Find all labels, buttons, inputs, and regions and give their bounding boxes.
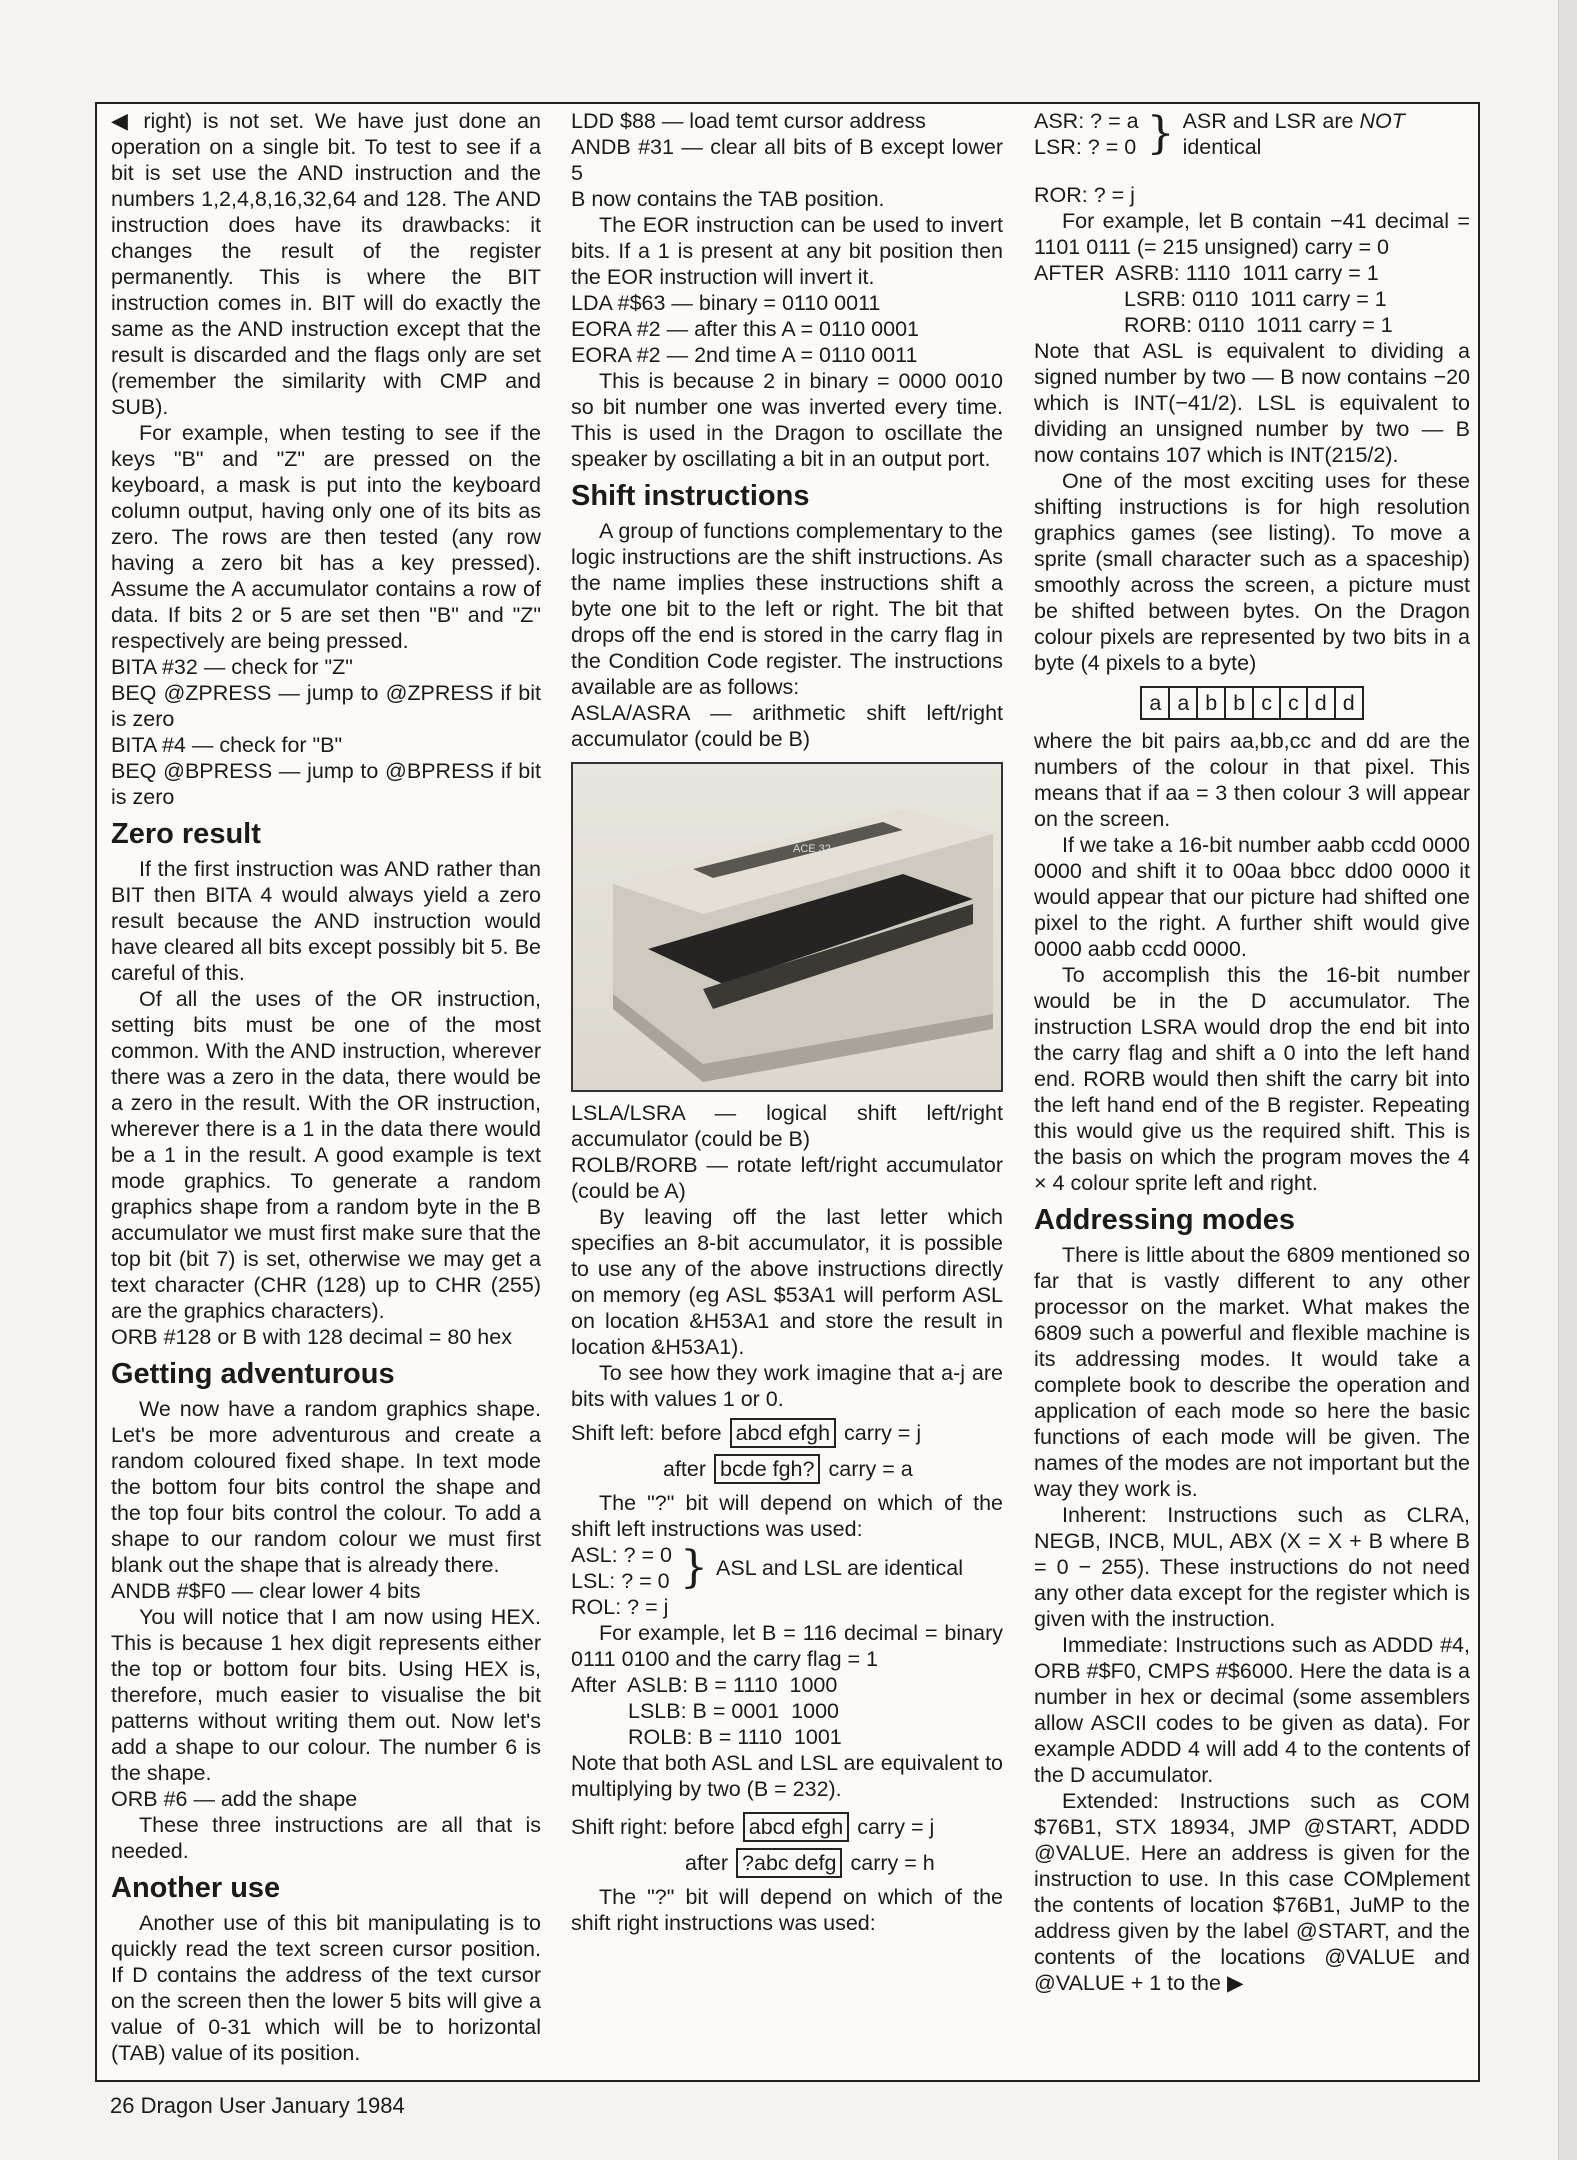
continued-arrow-icon: ◀: [111, 108, 144, 133]
bit-cell: d: [1308, 686, 1336, 720]
code-line: ANDB #31 — clear all bits of B except lower 5: [571, 135, 1003, 185]
article-page: [95, 102, 1480, 2082]
paragraph: These three instructions are all that is needed.: [111, 1813, 541, 1863]
shift-left-after: after bcde fgh? carry = a: [571, 1454, 1003, 1484]
paragraph: Extended: Instructions such as COM $76B1, STX 18934, JMP @START, ADDD @VALUE. Here an address is given for the instruction to use. In this case COMplement the contents of location $76B1, JuMP to the address given by the label @START, and the contents of the locations @VALUE and @VALUE + 1 to the ▶: [1034, 1789, 1470, 1995]
bit-cell: a: [1170, 686, 1198, 720]
paragraph: To see how they work imagine that a-j are bits with values 1 or 0.: [571, 1361, 1003, 1411]
paragraph: The "?" bit will depend on which of the shift right instructions was used:: [571, 1885, 1003, 1935]
bit-cell: b: [1198, 686, 1226, 720]
bit-box: abcd efgh: [743, 1812, 849, 1842]
bit-cell: c: [1254, 686, 1281, 720]
paragraph: For example, when testing to see if the keys "B" and "Z" are pressed on the keyboard, a mask is put into the keyboard column output, having only one of its bits as zero. The rows are then tested (any row having a zero bit has a key pressed). Assume the A accumulator contains a row of data. If bits 2 or 5 are set then "B" and "Z" respectively are being pressed.: [111, 421, 541, 653]
bit-cell: d: [1336, 686, 1364, 720]
code-line: ORB #128 or B with 128 decimal = 80 hex: [111, 1325, 512, 1349]
paragraph: By leaving off the last letter which specifies an 8-bit accumulator, it is possible to use any of the above instructions directly on memory (eg ASL $53A1 will perform ASL on location &H53A1 and store the result in location &H53A1).: [571, 1205, 1003, 1359]
code-line: EORA #2 — after this A = 0110 0001: [571, 317, 920, 341]
paragraph: If we take a 16-bit number aabb ccdd 0000 0000 and shift it to 00aa bbcc dd00 0000 it would appear that our picture had shifted one pixel to the right. A further shift would give 0000 aabb ccdd 0000.: [1034, 833, 1470, 961]
paragraph: You will notice that I am now using HEX. This is because 1 hex digit represents either the top or bottom four bits. Using HEX is, therefore, much easier to visualise the bit patterns without writing them out. Now let's add a shape to our colour. The number 6 is the shape.: [111, 1605, 541, 1785]
asr-lsr-brace: ASR: ? = a LSR: ? = 0 } ASR and LSR are NOT identical: [1034, 108, 1405, 159]
code-line: ROL: ? = j: [571, 1595, 669, 1619]
computer-keyboard-illustration: [573, 764, 1001, 1090]
paragraph: There is little about the 6809 mentioned so far that is vastly different to any other processor on the market. What makes the 6809 such a powerful and flexible machine is its addressing modes. It would take a complete book to describe the operation and application of each mode so here the basic functions of each mode will be given. The names of the modes are not important but the way they work is.: [1034, 1243, 1470, 1501]
code-line: ORB #6 — add the shape: [111, 1787, 358, 1811]
shift-right-before: Shift right: before abcd efgh carry = j: [571, 1812, 1003, 1842]
shift-left-before: Shift left: before abcd efgh carry = j: [571, 1418, 1003, 1448]
example-line: After ASLB: B = 1110 1000: [571, 1673, 838, 1697]
brace-icon: }: [1146, 108, 1175, 159]
code-line: ASLA/ASRA — arithmetic shift left/right accumulator (could be B): [571, 701, 1003, 751]
paragraph: To accomplish this the 16-bit number would be in the D accumulator. The instruction LSRA would drop the end bit into the carry flag and shift a 0 into the left hand end. RORB would then shift the carry bit into the left hand end of the B register. Repeating this would give us the required shift. This is the basis on which the program moves the 4 × 4 colour sprite left and right.: [1034, 963, 1470, 1195]
code-line: BEQ @ZPRESS — jump to @ZPRESS if bit is zero: [111, 681, 541, 731]
code-line: EORA #2 — 2nd time A = 0110 0011: [571, 343, 918, 367]
bit-cell: c: [1281, 686, 1308, 720]
bit-box: abcd efgh: [730, 1418, 836, 1448]
paragraph: One of the most exciting uses for these shifting instructions is for high resolution graphics games (see listing). To move a sprite (small character such as a spaceship) smoothly across the screen, a picture must be shifted between bytes. On the Dragon colour pixels are represented by two bits in a byte (4 pixels to a byte): [1034, 469, 1470, 675]
shift-right-after: after ?abc defg carry = h: [571, 1848, 1003, 1878]
continue-arrow-icon: ▶: [1220, 1971, 1244, 1995]
asl-lsl-brace: ASL: ? = 0 LSL: ? = 0 } ASL and LSL are identical: [571, 1542, 964, 1593]
heading-addressing-modes: Addressing modes: [1034, 1204, 1296, 1236]
paragraph: Another use of this bit manipulating is to quickly read the text screen cursor position. If D contains the address of the text cursor on the screen then the lower 5 bits will give a value of 0-31 which will be to horizontal (TAB) value of its position.: [111, 1911, 541, 2065]
bit-box: ?abc defg: [736, 1848, 842, 1878]
code-line: ROLB/RORB — rotate left/right accumulator (could be A): [571, 1153, 1003, 1203]
example-line: RORB: 0110 1011 carry = 1: [1124, 313, 1393, 337]
example-line: LSLB: B = 0001 1000: [628, 1699, 839, 1723]
column-1: [111, 108, 541, 2074]
code-line: BEQ @BPRESS — jump to @BPRESS if bit is zero: [111, 759, 541, 809]
code-line: BITA #32 — check for "Z": [111, 655, 353, 679]
code-line: LSLA/LSRA — logical shift left/right accumulator (could be B): [571, 1101, 1003, 1151]
paragraph: This is because 2 in binary = 0000 0010 so bit number one was inverted every time. This is used in the Dragon to oscillate the speaker by oscillating a bit in an output port.: [571, 369, 1003, 471]
computer-photo: [571, 762, 1003, 1092]
example-line: LSRB: 0110 1011 carry = 1: [1124, 287, 1387, 311]
paragraph: Of all the uses of the OR instruction, setting bits must be one of the most common. With the AND instruction, wherever there was a zero in the data, there would be a zero in the result. With the OR instruction, wherever there is a 1 in the data there would be a 1 in the result. A good example is text mode graphics. To generate a random graphics shape from a random byte in the B accumulator we must first make sure that the top bit (bit 7) is set, otherwise we may get a text character (CHR (128) up to CHR (255) are the graphics characters).: [111, 987, 541, 1323]
code-line: B now contains the TAB position.: [571, 187, 885, 211]
code-line: LDD $88 — load temt cursor address: [571, 109, 926, 133]
paragraph: We now have a random graphics shape. Let's be more adventurous and create a random coloured fixed shape. In text mode the bottom four bits control the shape and the top four bits control the colour. To add a shape to our random colour we must first blank out the shape that is already there.: [111, 1397, 541, 1577]
code-line: LDA #$63 — binary = 0110 0011: [571, 291, 881, 315]
example-line: AFTER ASRB: 1110 1011 carry = 1: [1034, 261, 1379, 285]
paragraph: For example, let B = 116 decimal = binary 0111 0100 and the carry flag = 1: [571, 1621, 1003, 1671]
paragraph: For example, let B contain −41 decimal = 1101 0111 (= 215 unsigned) carry = 0: [1034, 209, 1470, 259]
page-footer: 26 Dragon User January 1984: [110, 2093, 405, 2118]
column-3: [1034, 108, 1470, 2074]
paragraph: The "?" bit will depend on which of the shift left instructions was used:: [571, 1491, 1003, 1541]
bit-box: bcde fgh?: [714, 1454, 820, 1484]
heading-zero-result: Zero result: [111, 818, 261, 850]
paragraph: Note that both ASL and LSL are equivalent to multiplying by two (B = 232).: [571, 1751, 1003, 1801]
code-line: ROR: ? = j: [1034, 183, 1135, 207]
paragraph: Inherent: Instructions such as CLRA, NEGB, INCB, MUL, ABX (X = X + B where B = 0 − 255). These instructions do not need any other data except for the register which is given with the instruction.: [1034, 1503, 1470, 1631]
page-edge: [1558, 0, 1577, 2160]
paragraph: Note that ASL is equivalent to dividing a signed number by two — B now contains −20 which is INT(−41/2). LSL is equivalent to dividing an unsigned number by two — B now contains 107 which is INT(215/2).: [1034, 339, 1470, 467]
paragraph: Immediate: Instructions such as ADDD #4, ORB #$F0, CMPS #$6000. Here the data is a number in hex or decimal (some assemblers allow ASCII codes to be given as data). For example ADDD 4 will add 4 to the contents of the D accumulator.: [1034, 1633, 1470, 1787]
code-line: BITA #4 — check for "B": [111, 733, 343, 757]
paragraph: The EOR instruction can be used to invert bits. If a 1 is present at any bit position then the EOR instruction will invert it.: [571, 213, 1003, 289]
bit-cell: b: [1226, 686, 1254, 720]
bit-cell: a: [1140, 686, 1170, 720]
heading-shift-instructions: Shift instructions: [571, 480, 810, 512]
paragraph: If the first instruction was AND rather than BIT then BITA 4 would always yield a zero result because the AND instruction would have cleared all bits except possibly bit 5. Be careful of this.: [111, 857, 541, 985]
paragraph: A group of functions complementary to the logic instructions are the shift instructions. As the name implies these instructions shift a byte one bit to the left or right. The bit that drops off the end is stored in the carry flag in the Condition Code register. The instructions available are as follows:: [571, 519, 1003, 699]
heading-getting-adventurous: Getting adventurous: [111, 1358, 395, 1390]
name-plate-label: ACE 32: [793, 843, 831, 855]
paragraph: where the bit pairs aa,bb,cc and dd are the numbers of the colour in that pixel. This means that if aa = 3 then colour 3 will appear on the screen.: [1034, 729, 1470, 831]
column-2: [571, 108, 1003, 2074]
heading-another-use: Another use: [111, 1872, 281, 1904]
paragraph: ◀ right) is not set. We have just done an operation on a single bit. To test to see if a bit is set use the AND instruction and the numbers 1,2,4,8,16,32,64 and 128. The AND instruction does have its drawbacks: it changes the result of the register permanently. This is where the BIT instruction comes in. BIT will do exactly the same as the AND instruction except that the result is discarded and the flags only are set (remember the similarity with CMP and SUB).: [111, 108, 541, 419]
brace-icon: }: [680, 1542, 709, 1593]
bit-pair-diagram: [1034, 686, 1470, 720]
code-line: ANDB #$F0 — clear lower 4 bits: [111, 1579, 421, 1603]
example-line: ROLB: B = 1110 1001: [628, 1725, 842, 1749]
